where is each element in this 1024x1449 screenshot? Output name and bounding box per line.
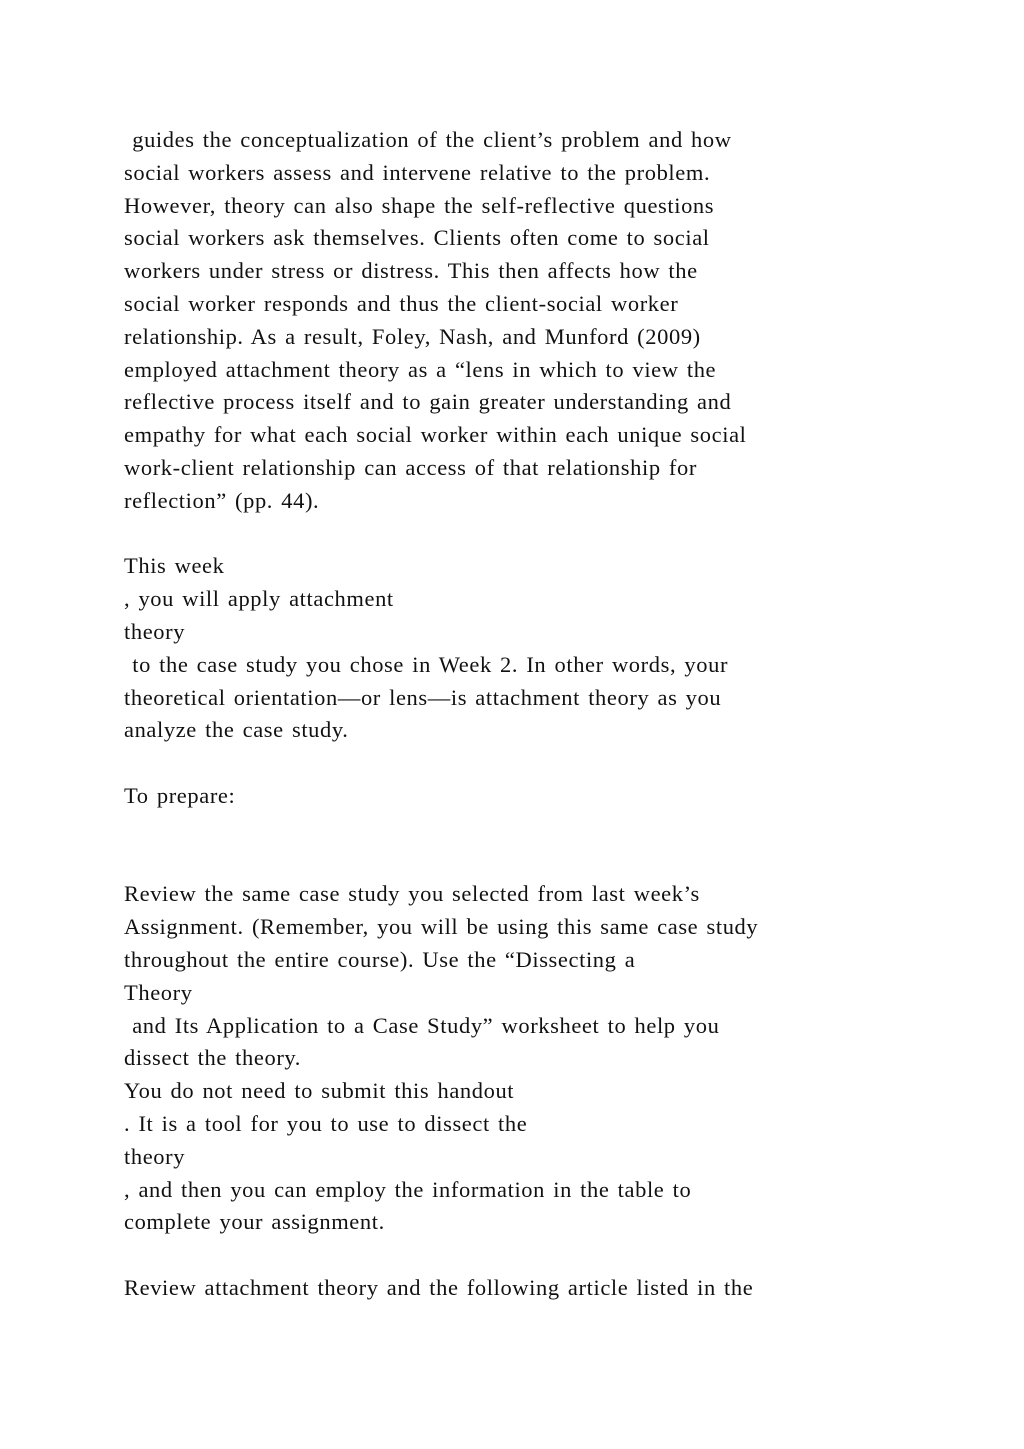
paragraph-conceptualization xyxy=(124,124,924,518)
paragraph-review-attachment xyxy=(124,1272,924,1305)
text-line: reflective process itself and to gain greater understanding and xyxy=(124,389,732,415)
text-line: employed attachment theory as a “lens in which to view the xyxy=(124,356,717,382)
text-line: dissect the theory. xyxy=(124,1045,302,1071)
paragraph-spacer xyxy=(124,747,924,780)
text-line: guides the conceptualization of the client’s problem and how xyxy=(124,127,732,152)
text-line: However, theory can also shape the self-reflective questions xyxy=(124,192,715,218)
paragraph-review-case-study xyxy=(124,878,924,1239)
text-line: social workers assess and intervene relative to the problem. xyxy=(124,159,711,185)
text-line: social workers ask themselves. Clients often come to social xyxy=(124,225,710,251)
text-line: . It is a tool for you to use to dissect the xyxy=(124,1110,528,1136)
paragraph-spacer xyxy=(124,518,924,551)
text-line: Review attachment theory and the following article listed in the xyxy=(124,1274,754,1300)
text-line: and Its Application to a Case Study” worksheet to help you xyxy=(124,1012,720,1038)
text-line: Theory xyxy=(124,979,193,1005)
section-heading: To prepare: xyxy=(124,782,236,808)
text-line: social worker responds and thus the client-social worker xyxy=(124,290,679,316)
text-line: theoretical orientation—or lens—is attachment theory as you xyxy=(124,684,722,710)
text-line: to the case study you chose in Week 2. In other words, your xyxy=(124,651,729,677)
text-line: workers under stress or distress. This then affects how the xyxy=(124,258,698,284)
text-line: You do not need to submit this handout xyxy=(124,1078,515,1104)
paragraph-spacer xyxy=(124,813,924,846)
text-line: analyze the case study. xyxy=(124,717,349,743)
text-line: , you will apply attachment xyxy=(124,586,394,612)
text-line: Review the same case study you selected from last week’s xyxy=(124,881,700,907)
text-line: complete your assignment. xyxy=(124,1209,385,1235)
text-line: throughout the entire course). Use the “Dissecting a xyxy=(124,946,636,972)
text-line: empathy for what each social worker within each unique social xyxy=(124,422,747,448)
paragraph-to-prepare xyxy=(124,780,924,813)
paragraph-this-week xyxy=(124,550,924,747)
text-line: reflection” (pp. 44). xyxy=(124,487,320,513)
paragraph-spacer xyxy=(124,846,924,879)
text-line: relationship. As a result, Foley, Nash, and Munford (2009) xyxy=(124,323,701,349)
text-line: theory xyxy=(124,1143,186,1169)
text-line: This week xyxy=(124,553,225,579)
text-line: theory xyxy=(124,618,186,644)
text-line: Assignment. (Remember, you will be using this same case study xyxy=(124,914,759,940)
document-page xyxy=(124,124,924,1305)
text-line: work-client relationship can access of that relationship for xyxy=(124,454,697,480)
text-line: , and then you can employ the information in the table to xyxy=(124,1176,692,1202)
paragraph-spacer xyxy=(124,1239,924,1272)
